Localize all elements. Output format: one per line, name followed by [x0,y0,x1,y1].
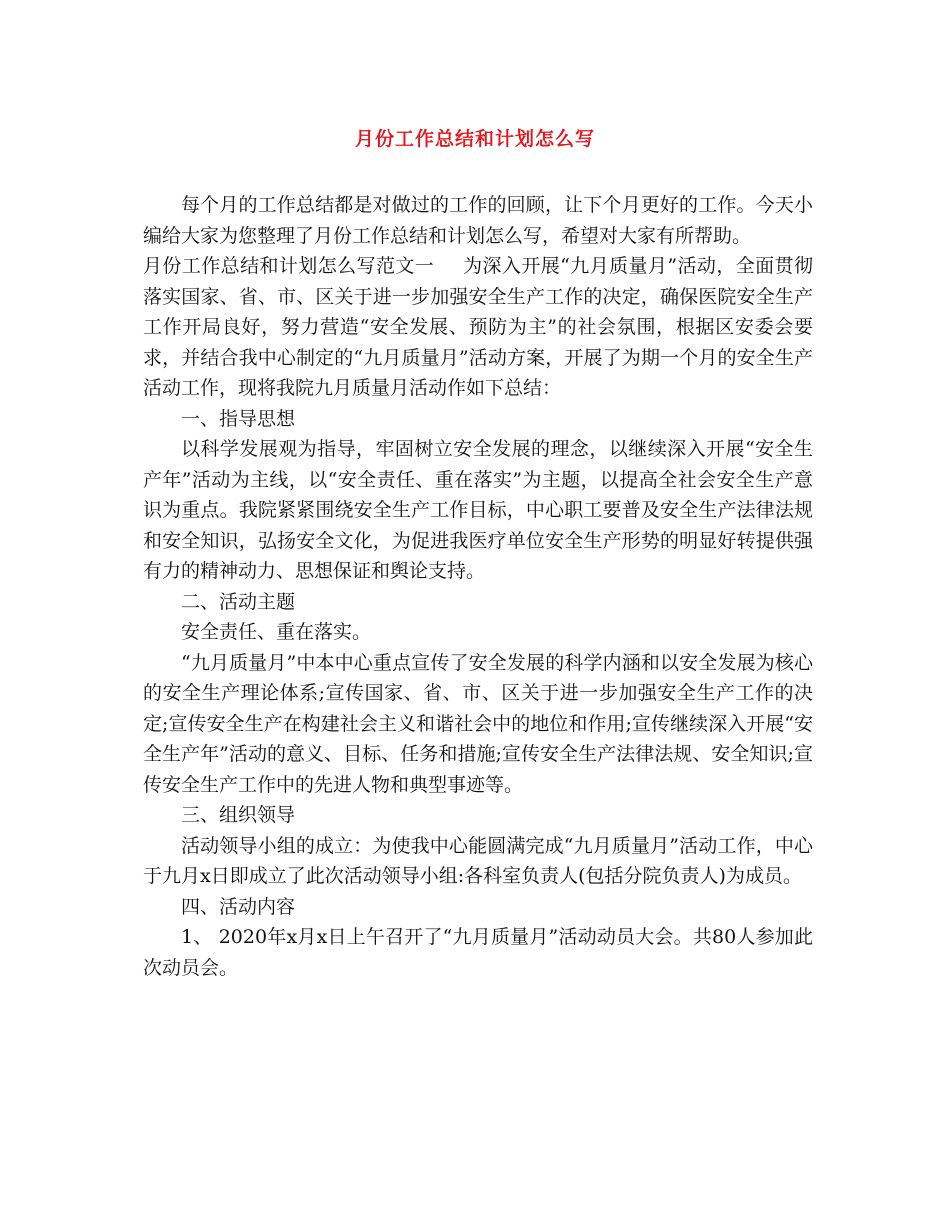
section-3-paragraph: 活动领导小组的成立：为使我中心能圆满完成“九月质量月”活动工作，中心于九月x日即成立了此次活动领导小组:各科室负责人(包括分院负责人)为成员。 [143,834,813,887]
section-heading-3: 三、组织领导 [181,804,296,826]
section-2-paragraph: “九月质量月”中本中心重点宣传了安全发展的科学内涵和以安全发展为核心的安全生产理论体系;宣传国家、省、市、区关于进一步加强安全生产工作的决定;宣传安全生产在构建社会主义和谐社会中的地位和作用;宣传继续深入开展“安全生产年”活动的意义、目标、任务和措施;宣传安全生产法律法规、安全知识;宣传安全生产工作中的先进人物和典型事迹等。 [143,651,813,796]
document-body [143,190,813,983]
section-2-theme: 安全责任、重在落实。 [181,621,372,643]
section-4-item-1: 1、 2020年x月x日上午召开了“九月质量月”活动动员大会。共80人参加此次动员会。 [143,926,813,979]
intro-paragraph: 每个月的工作总结都是对做过的工作的回顾，让下个月更好的工作。今天小编给大家为您整理了月份工作总结和计划怎么写，希望对大家有所帮助。 [143,194,813,247]
section-1-paragraph: 以科学发展观为指导，牢固树立安全发展的理念，以继续深入开展“安全生产年”活动为主线，以“安全责任、重在落实”为主题，以提高全社会安全生产意识为重点。我院紧紧围绕安全生产工作目标，中心职工要普及安全生产法律法规和安全知识，弘扬安全文化，为促进我医疗单位安全生产形势的明显好转提供强有力的精神动力、思想保证和舆论支持。 [143,438,813,582]
section-heading-2: 二、活动主题 [181,590,296,613]
sample-paragraph [143,251,813,404]
section-heading-1: 一、指导思想 [181,407,296,430]
section-heading-4: 四、活动内容 [181,895,296,918]
sample-opening: 为深入开展“九月质量月”活动，全面贯彻落实国家、省、市、区关于进一步加强安全生产工作的决定，确保医院安全生产工作开局良好，努力营造“安全发展、预防为主”的社会氛围，根据区安委会要求，并结合我中心制定的“九月质量月”活动方案，开展了为期一个月的安全生产活动工作，现将我院九月质量月活动作如下总结： [143,255,813,399]
sample-heading: 月份工作总结和计划怎么写范文一 [143,255,435,277]
document-title: 月份工作总结和计划怎么写 [354,128,595,150]
